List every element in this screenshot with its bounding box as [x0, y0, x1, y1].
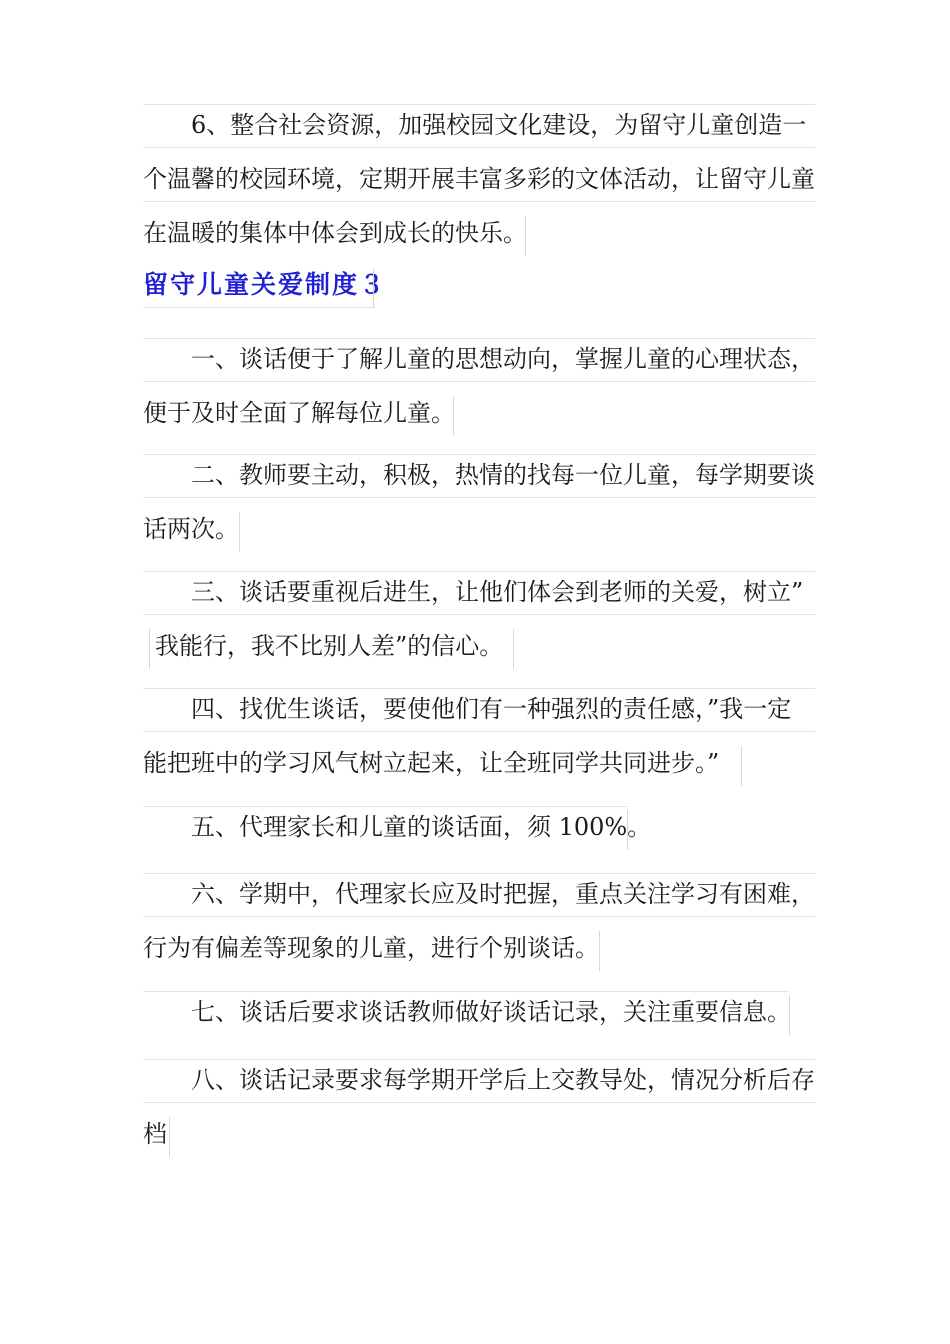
paragraph-6: [143, 98, 815, 260]
list-item-6: [143, 867, 815, 975]
text-line: 6、整合社会资源，加强校园文化建设，为留守儿童创造一: [143, 98, 815, 152]
text-line: 五、代理家长和儿童的谈话面，须 100%。: [143, 800, 627, 854]
text-line: 能把班中的学习风气树立起来，让全班同学共同进步。”: [143, 736, 741, 790]
text-line: 便于及时全面了解每位儿童。: [143, 386, 455, 440]
text-line: 档: [143, 1107, 169, 1161]
text-line: 我能行，我不比别人差”的信心。: [143, 619, 513, 673]
text-line: 三、谈话要重视后进生，让他们体会到老师的关爱，树立”: [143, 565, 815, 619]
list-item-1: [143, 332, 815, 440]
text-line: 四、找优生谈话，要使他们有一种强烈的责任感，”我一定: [143, 682, 815, 736]
list-item-3: [143, 565, 815, 673]
list-item-2: [143, 448, 815, 556]
list-item-5: [143, 800, 815, 854]
section-heading: 留守儿童关爱制度３: [143, 258, 386, 312]
text-line: 六、学期中，代理家长应及时把握，重点关注学习有困难，: [143, 867, 815, 921]
text-line: 行为有偏差等现象的儿童，进行个别谈话。: [143, 921, 599, 975]
text-line: 一、谈话便于了解儿童的思想动向，掌握儿童的心理状态，: [143, 332, 815, 386]
list-item-8: [143, 1053, 815, 1161]
text-line: 八、谈话记录要求每学期开学后上交教导处，情况分析后存: [143, 1053, 815, 1107]
text-line: 二、教师要主动，积极，热情的找每一位儿童，每学期要谈: [143, 448, 815, 502]
text-line: 在温暖的集体中体会到成长的快乐。: [143, 206, 527, 260]
text-line: 话两次。: [143, 502, 239, 556]
text-line: 七、谈话后要求谈话教师做好谈话记录，关注重要信息。: [143, 985, 789, 1039]
list-item-4: [143, 682, 815, 790]
list-item-7: [143, 985, 815, 1039]
text-line: 个温馨的校园环境，定期开展丰富多彩的文体活动，让留守儿童: [143, 152, 815, 206]
